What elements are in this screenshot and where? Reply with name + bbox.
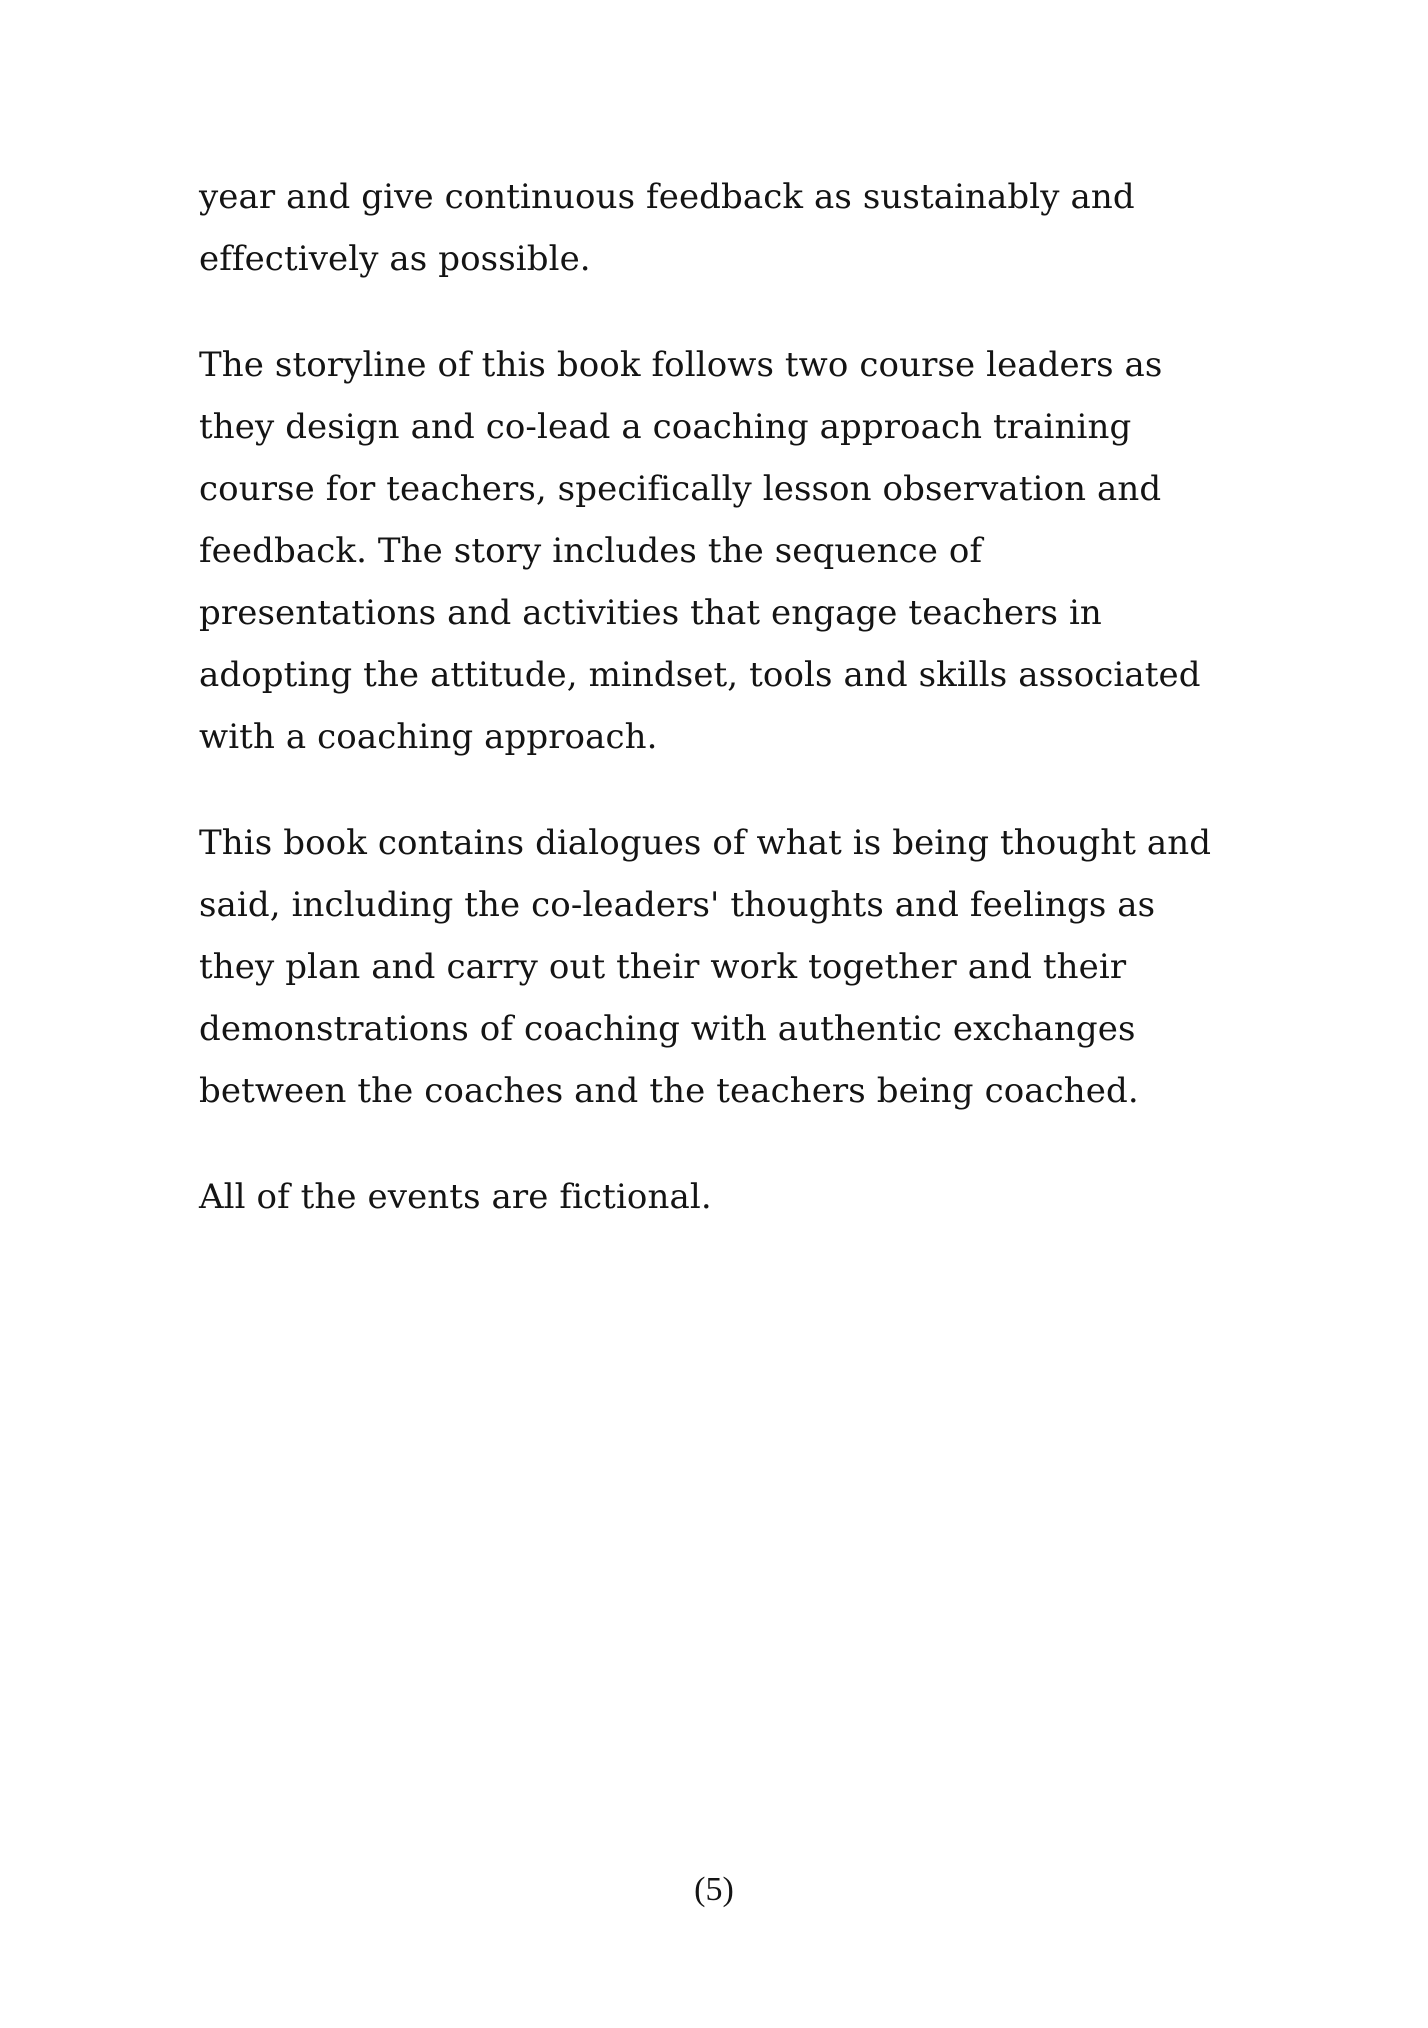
text-line: presentations and activities that engage teachers in	[199, 593, 1102, 633]
page-number: (5)	[694, 1871, 734, 1908]
text-line: This book contains dialogues of what is being thought and	[199, 823, 1212, 863]
text-line: they plan and carry out their work together and their	[199, 947, 1127, 987]
text-line: course for teachers, specifically lesson observation and	[199, 469, 1162, 509]
body-text	[199, 166, 1259, 1272]
text-line: said, including the co-leaders' thoughts and feelings as	[199, 885, 1156, 925]
text-line: effectively as possible.	[199, 239, 591, 279]
text-line: they design and co-lead a coaching approach training	[199, 407, 1132, 447]
text-line: year and give continuous feedback as sustainably and	[199, 177, 1135, 217]
paragraph	[199, 166, 1259, 290]
text-line: with a coaching approach.	[199, 717, 658, 757]
text-line: adopting the attitude, mindset, tools and skills associated	[199, 655, 1201, 695]
text-line: between the coaches and the teachers being coached.	[199, 1071, 1139, 1111]
text-line: feedback. The story includes the sequence of	[199, 531, 983, 571]
text-line: demonstrations of coaching with authentic exchanges	[199, 1009, 1136, 1049]
text-line: All of the events are fictional.	[199, 1177, 712, 1217]
paragraph	[199, 812, 1259, 1122]
text-line: The storyline of this book follows two course leaders as	[199, 345, 1163, 385]
paragraph	[199, 1166, 1259, 1228]
paragraph	[199, 334, 1259, 768]
